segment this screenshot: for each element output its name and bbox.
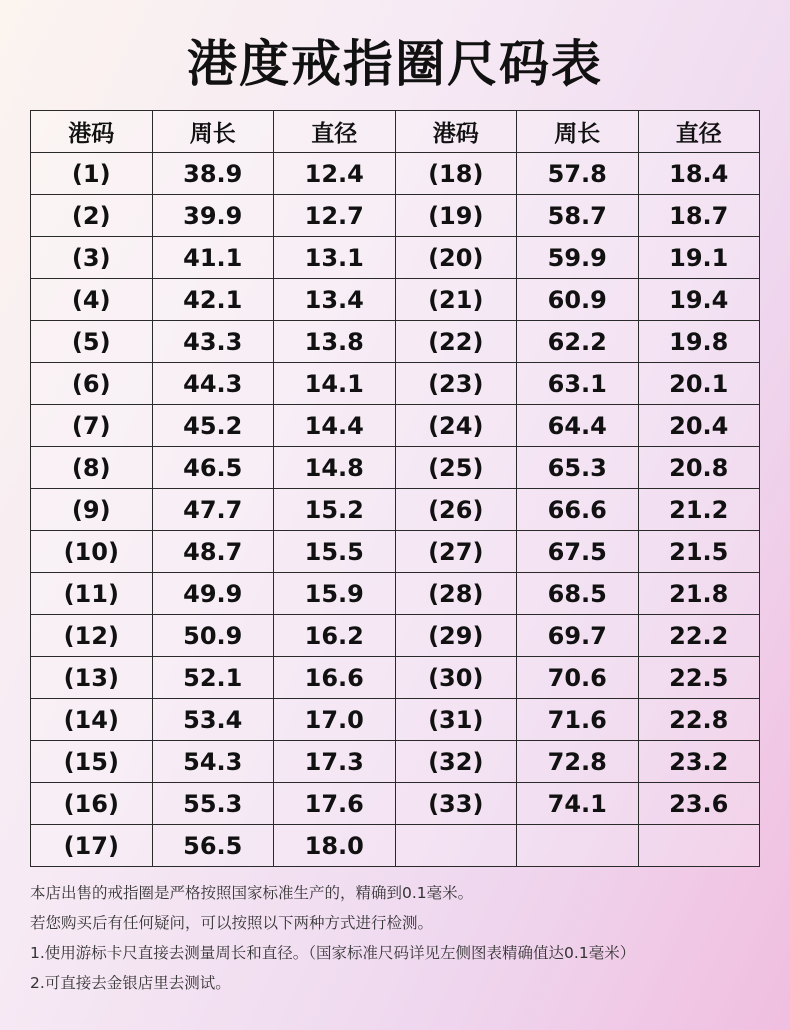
header-circumference: 周长 [152,111,274,153]
cell-circumference: 58.7 [517,195,639,237]
cell-hk-size: (4) [31,279,153,321]
cell-diameter: 22.8 [638,699,760,741]
cell-circumference: 49.9 [152,573,274,615]
table-row [31,405,760,447]
table-row [31,195,760,237]
cell-hk-size: (7) [31,405,153,447]
cell-diameter: 13.4 [274,279,396,321]
cell-diameter: 15.5 [274,531,396,573]
cell-diameter: 14.4 [274,405,396,447]
cell-hk-size: (21) [395,279,517,321]
cell-hk-size: (8) [31,447,153,489]
cell-hk-size: (1) [31,153,153,195]
cell-hk-size: (31) [395,699,517,741]
cell-hk-size: (5) [31,321,153,363]
cell-circumference: 39.9 [152,195,274,237]
cell-hk-size [395,825,517,867]
page-title: 港度戒指圈尺码表 [187,35,603,93]
note-line: 2.可直接去金银店里去测试。 [30,974,231,992]
header-circumference: 周长 [517,111,639,153]
table-row [31,363,760,405]
cell-diameter: 20.4 [638,405,760,447]
header-hk-size: 港码 [31,111,153,153]
cell-hk-size: (30) [395,657,517,699]
cell-circumference: 46.5 [152,447,274,489]
cell-diameter: 17.6 [274,783,396,825]
table-row [31,741,760,783]
cell-diameter: 16.6 [274,657,396,699]
cell-diameter: 16.2 [274,615,396,657]
cell-hk-size: (25) [395,447,517,489]
cell-hk-size: (14) [31,699,153,741]
table-row [31,279,760,321]
cell-circumference: 63.1 [517,363,639,405]
cell-circumference: 52.1 [152,657,274,699]
cell-hk-size: (32) [395,741,517,783]
cell-diameter: 13.8 [274,321,396,363]
header-diameter: 直径 [274,111,396,153]
cell-diameter: 14.8 [274,447,396,489]
cell-hk-size: (27) [395,531,517,573]
note-line: 本店出售的戒指圈是严格按照国家标准生产的，精确到0.1毫米。 [30,884,474,902]
cell-diameter: 23.2 [638,741,760,783]
cell-circumference: 45.2 [152,405,274,447]
cell-diameter: 22.5 [638,657,760,699]
cell-diameter: 23.6 [638,783,760,825]
cell-hk-size: (23) [395,363,517,405]
table-row [31,237,760,279]
cell-diameter: 21.5 [638,531,760,573]
cell-diameter: 19.8 [638,321,760,363]
cell-circumference: 53.4 [152,699,274,741]
cell-circumference: 54.3 [152,741,274,783]
ring-size-table [30,110,760,867]
cell-circumference: 72.8 [517,741,639,783]
cell-circumference [517,825,639,867]
cell-hk-size: (18) [395,153,517,195]
cell-hk-size: (13) [31,657,153,699]
cell-diameter: 15.9 [274,573,396,615]
cell-diameter: 22.2 [638,615,760,657]
cell-circumference: 65.3 [517,447,639,489]
cell-circumference: 41.1 [152,237,274,279]
cell-diameter: 15.2 [274,489,396,531]
cell-diameter: 21.2 [638,489,760,531]
table-row [31,531,760,573]
table-row [31,447,760,489]
cell-circumference: 70.6 [517,657,639,699]
cell-hk-size: (24) [395,405,517,447]
cell-hk-size: (15) [31,741,153,783]
cell-diameter: 12.4 [274,153,396,195]
cell-circumference: 66.6 [517,489,639,531]
cell-circumference: 47.7 [152,489,274,531]
cell-hk-size: (2) [31,195,153,237]
cell-circumference: 64.4 [517,405,639,447]
cell-circumference: 48.7 [152,531,274,573]
cell-diameter: 20.8 [638,447,760,489]
header-diameter: 直径 [638,111,760,153]
note-line: 若您购买后有任何疑问，可以按照以下两种方式进行检测。 [30,914,434,932]
cell-circumference: 56.5 [152,825,274,867]
cell-diameter: 13.1 [274,237,396,279]
table-row [31,489,760,531]
table-row [31,615,760,657]
table-row [31,825,760,867]
cell-diameter: 18.0 [274,825,396,867]
note-line: 1.使用游标卡尺直接去测量周长和直径。（国家标准尺码详见左侧图表精确值达0.1毫米） [30,944,636,962]
table-row [31,321,760,363]
cell-diameter: 17.0 [274,699,396,741]
cell-circumference: 55.3 [152,783,274,825]
cell-circumference: 74.1 [517,783,639,825]
cell-hk-size: (11) [31,573,153,615]
cell-circumference: 62.2 [517,321,639,363]
cell-circumference: 50.9 [152,615,274,657]
cell-hk-size: (17) [31,825,153,867]
cell-diameter: 14.1 [274,363,396,405]
cell-diameter: 12.7 [274,195,396,237]
cell-hk-size: (6) [31,363,153,405]
cell-hk-size: (9) [31,489,153,531]
table-row [31,573,760,615]
table-row [31,699,760,741]
cell-diameter: 19.4 [638,279,760,321]
cell-circumference: 44.3 [152,363,274,405]
cell-hk-size: (28) [395,573,517,615]
cell-hk-size: (19) [395,195,517,237]
cell-circumference: 69.7 [517,615,639,657]
cell-circumference: 57.8 [517,153,639,195]
cell-hk-size: (22) [395,321,517,363]
table-row [31,657,760,699]
table-body [31,153,760,867]
cell-circumference: 42.1 [152,279,274,321]
cell-hk-size: (10) [31,531,153,573]
cell-circumference: 68.5 [517,573,639,615]
cell-circumference: 59.9 [517,237,639,279]
cell-diameter: 17.3 [274,741,396,783]
cell-hk-size: (12) [31,615,153,657]
cell-circumference: 67.5 [517,531,639,573]
cell-hk-size: (3) [31,237,153,279]
cell-diameter: 18.4 [638,153,760,195]
table-row [31,153,760,195]
table-row [31,783,760,825]
cell-hk-size: (16) [31,783,153,825]
cell-hk-size: (33) [395,783,517,825]
cell-diameter: 20.1 [638,363,760,405]
cell-diameter: 18.7 [638,195,760,237]
cell-hk-size: (29) [395,615,517,657]
cell-hk-size: (26) [395,489,517,531]
cell-diameter: 21.8 [638,573,760,615]
cell-diameter [638,825,760,867]
cell-hk-size: (20) [395,237,517,279]
notes [30,878,770,998]
cell-circumference: 60.9 [517,279,639,321]
cell-diameter: 19.1 [638,237,760,279]
header-hk-size: 港码 [395,111,517,153]
cell-circumference: 38.9 [152,153,274,195]
table-header-row [31,111,760,153]
cell-circumference: 43.3 [152,321,274,363]
cell-circumference: 71.6 [517,699,639,741]
